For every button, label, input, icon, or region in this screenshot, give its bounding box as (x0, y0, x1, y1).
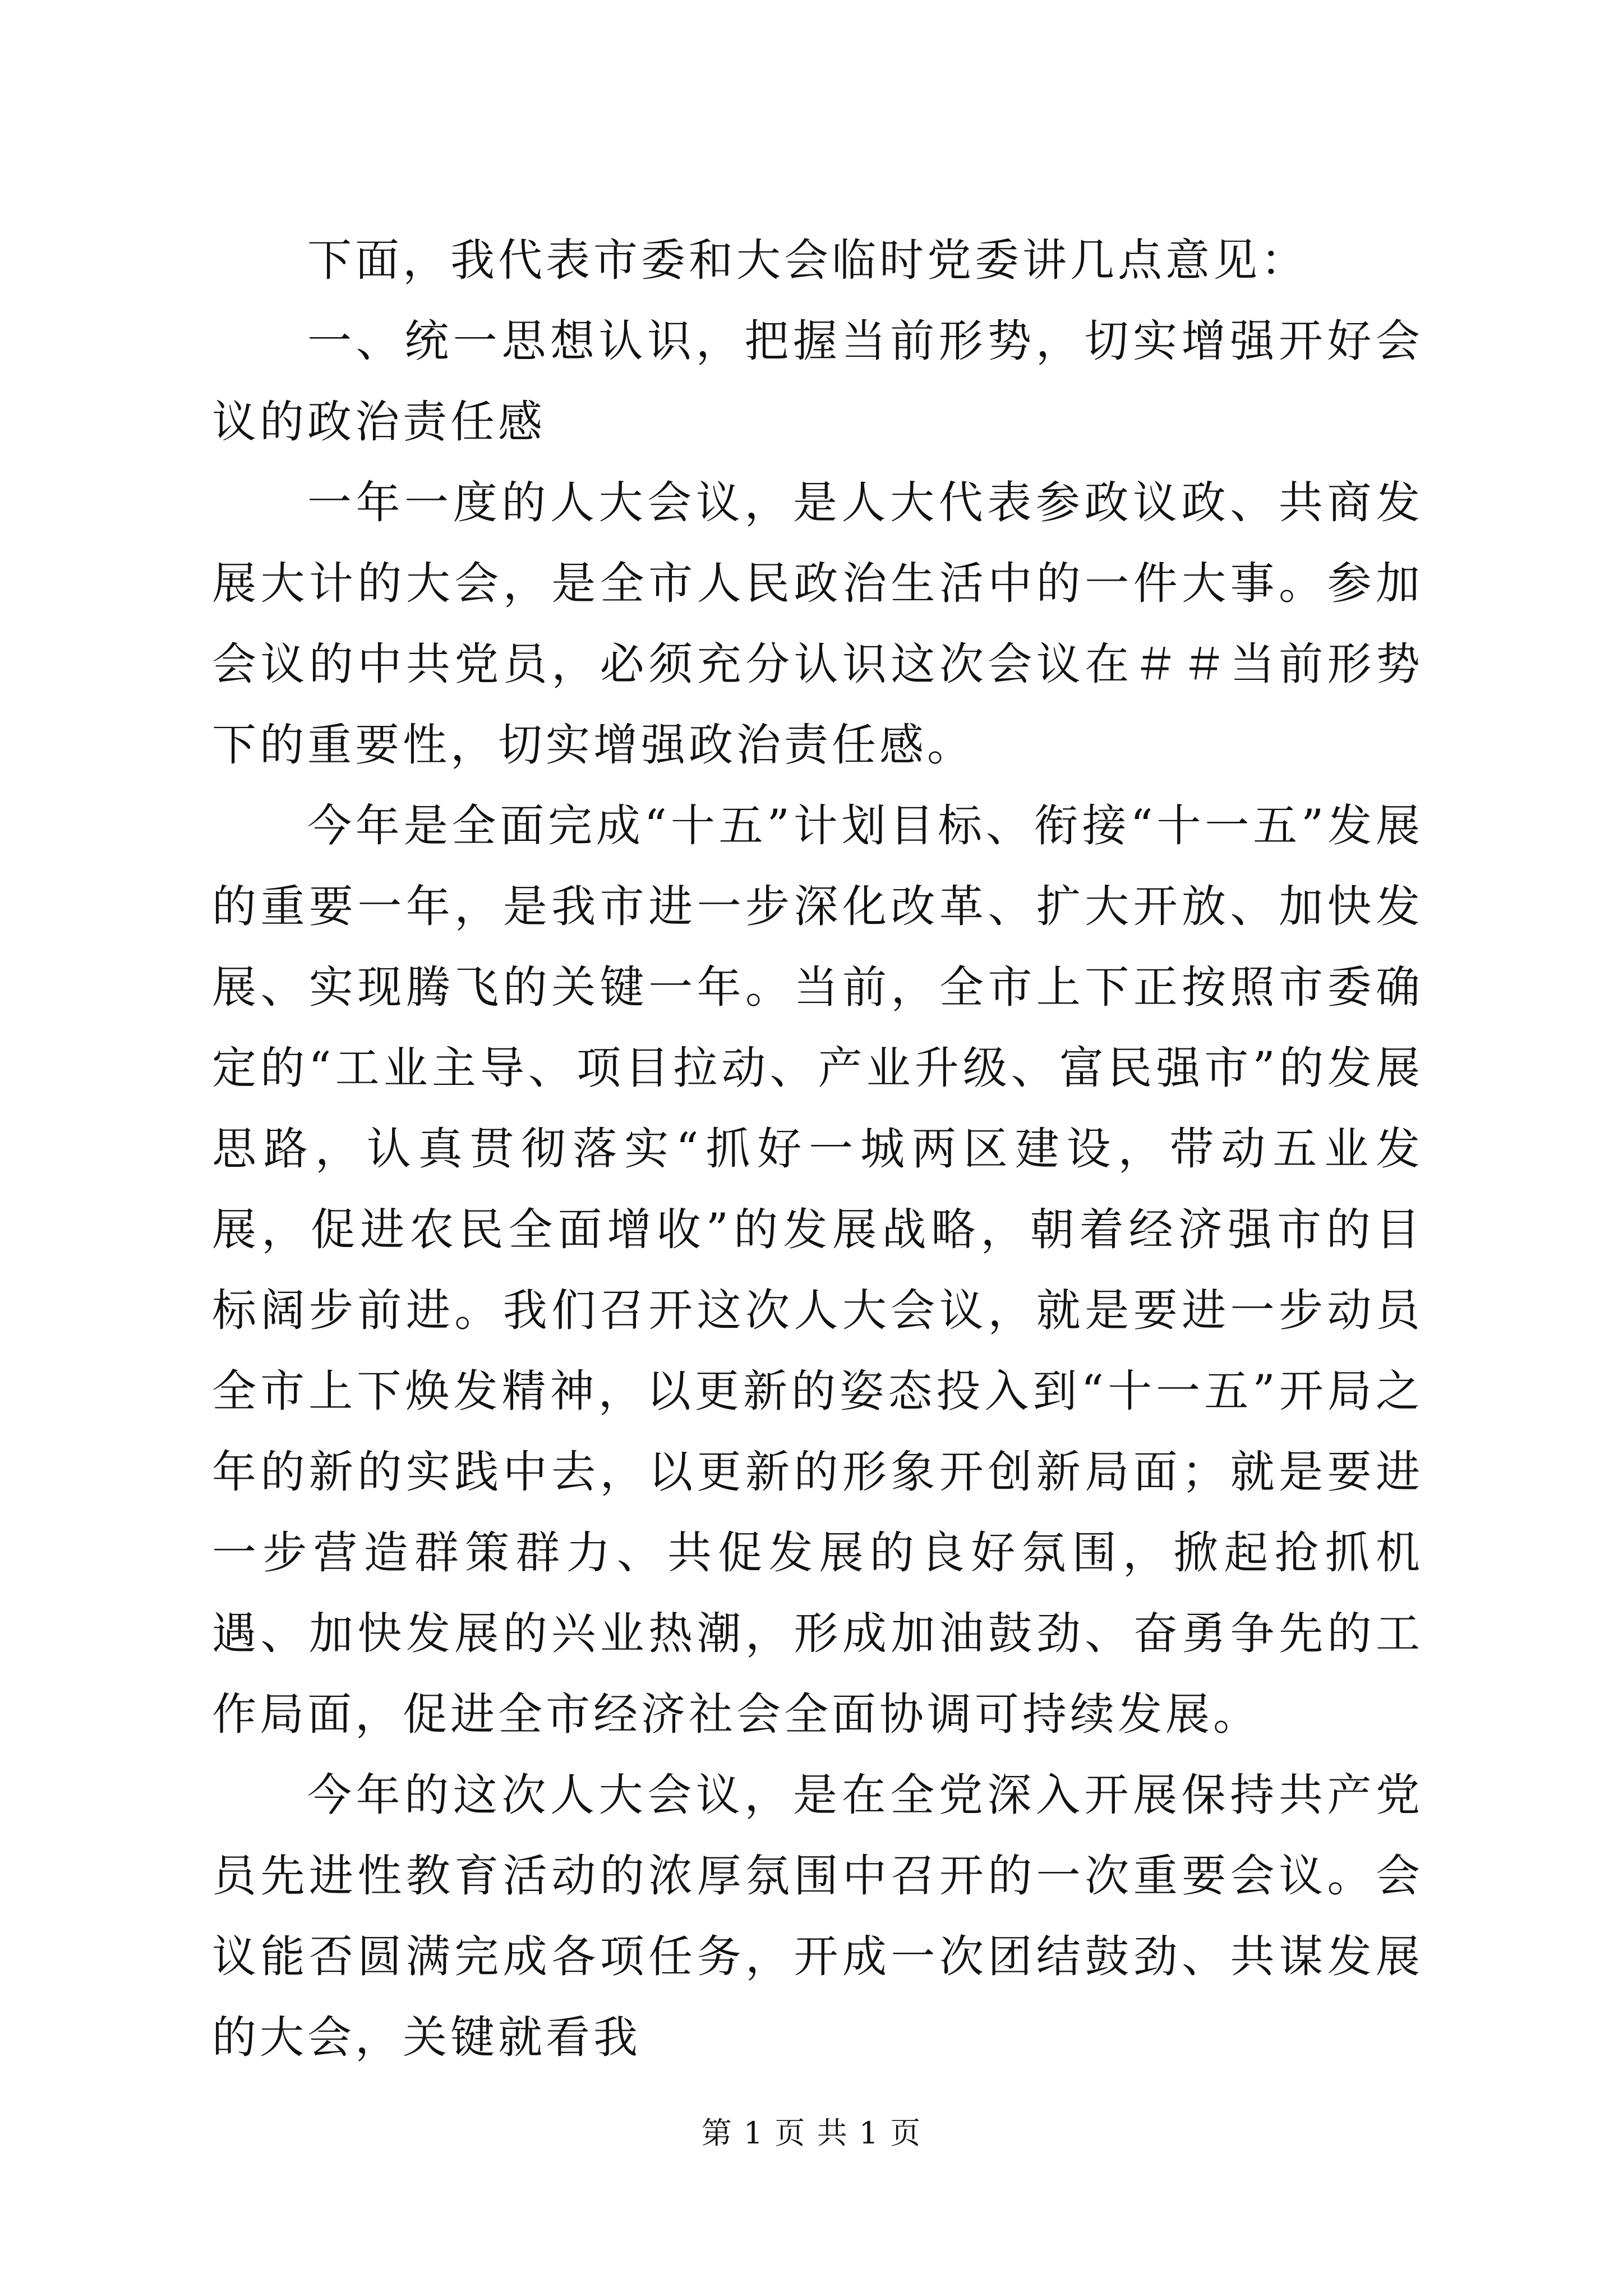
document-body (212, 220, 1423, 2078)
paragraph-2: 今年是全面完成“十五”计划目标、衔接“十一五”发展的重要一年，是我市进一步深化改革、扩大开放、加快发展、实现腾飞的关键一年。当前，全市上下正按照市委确定的“工业主导、项目拉动、产业升级、富民强市”的发展思路，认真贯彻落实“抓好一城两区建设，带动五业发展，促进农民全面增收”的发展战略，朝着经济强市的目标阔步前进。我们召开这次人大会议，就是要进一步动员全市上下焕发精神，以更新的姿态投入到“十一五”开局之年的新的实践中去，以更新的形象开创新局面；就是要进一步营造群策群力、共促发展的良好氛围，掀起抢抓机遇、加快发展的兴业热潮，形成加油鼓劲、奋勇争先的工作局面，促进全市经济社会全面协调可持续发展。 (212, 800, 1423, 1740)
section-heading-1: 一、统一思想认识，把握当前形势，切实增强开好会议的政治责任感 (212, 315, 1423, 448)
paragraph-1: 一年一度的人大会议，是人大代表参政议政、共商发展大计的大会，是全市人民政治生活中的一件大事。参加会议的中共党员，必须充分认识这次会议在＃＃当前形势下的重要性，切实增强政治责任感。 (212, 477, 1423, 771)
page-footer: 第 1 页 共 1 页 (701, 2115, 922, 2151)
paragraph-intro: 下面，我代表市委和大会临时党委讲几点意见： (307, 234, 1308, 286)
paragraph-3: 今年的这次人大会议，是在全党深入开展保持共产党员先进性教育活动的浓厚氛围中召开的一次重要会议。会议能否圆满完成各项任务，开成一次团结鼓劲、共谋发展的大会，关键就看我 (212, 1769, 1423, 2063)
